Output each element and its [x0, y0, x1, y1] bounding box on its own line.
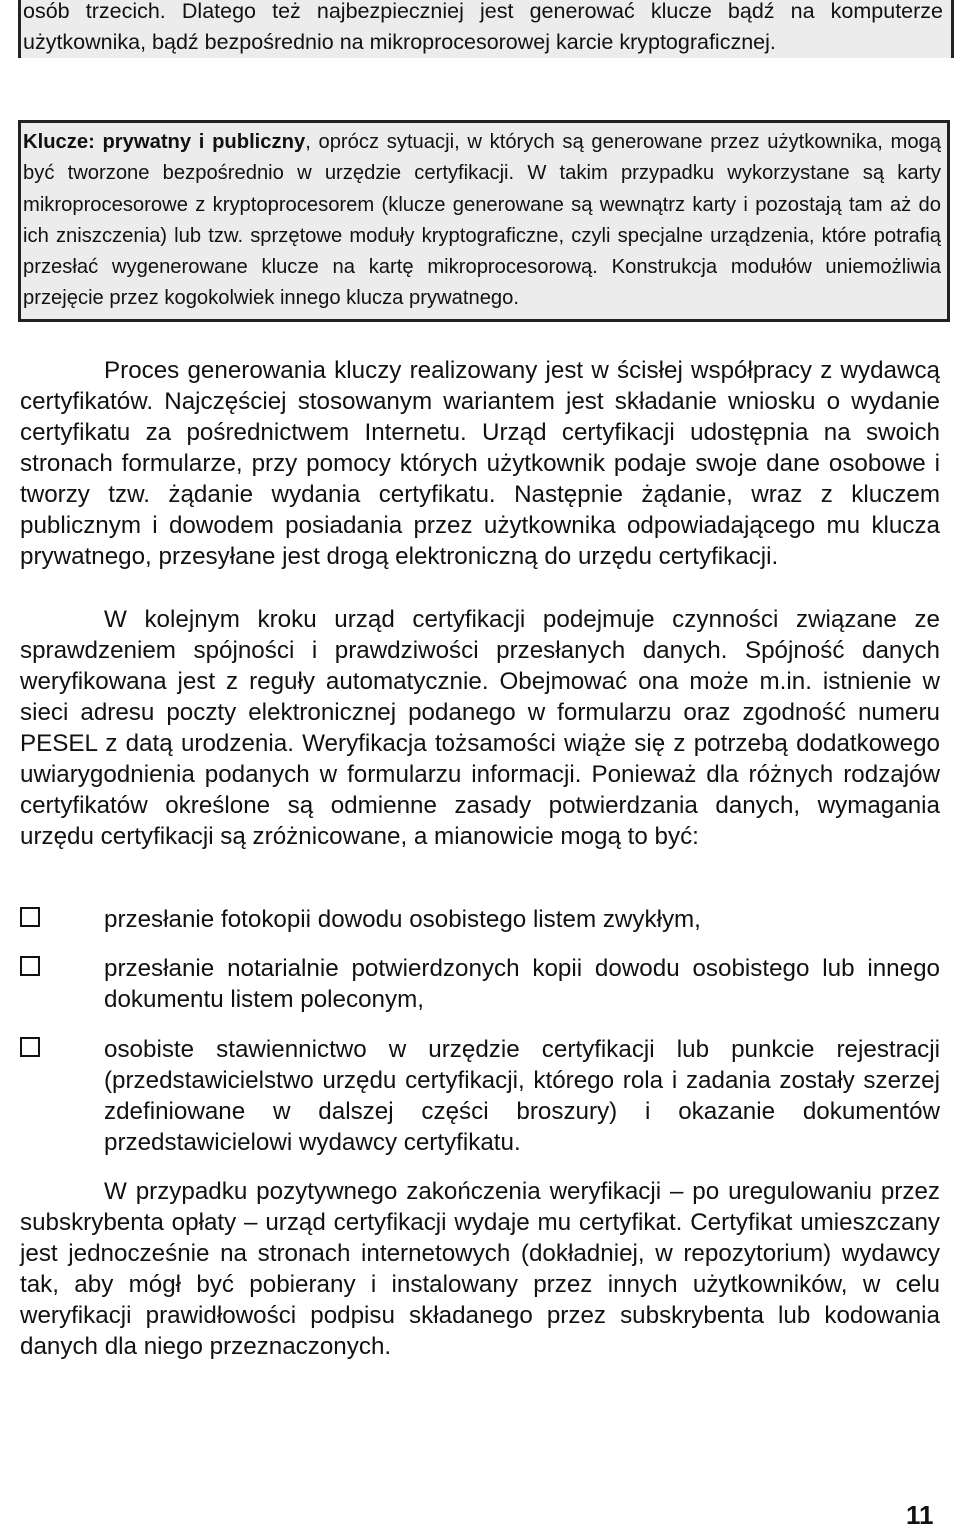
list-item-text: przesłanie fotokopii dowodu osobistego listem zwykłym,: [104, 906, 701, 933]
checkbox-bullet-icon: [20, 1037, 40, 1057]
boxed-info-paragraph: [18, 120, 950, 322]
list-item-text: przesłanie notarialnie potwierdzonych kopii dowodu osobistego lub innego dokumentu listem poleconym,: [104, 955, 940, 1013]
paragraph-certificate-issue: W przypadku pozytywnego zakończenia weryfikacji – po uregulowaniu przez subskrybenta opłaty – urząd certyfikacji wydaje mu certyfikat. Certyfikat umieszczany jest jednocześnie na stronach internetowych (dokładniej, w repozytorium) wydawcy tak, aby mógł być pobierany i instalowany przez innych użytkowników, w celu weryfikacji prawidłowości podpisu składanego przez subskrybenta lub kodowania danych dla niego przeznaczonych.: [20, 1178, 940, 1360]
boxed-paragraph-text: , oprócz sytuacji, w których są generowane przez użytkownika, mogą być tworzone bezpośrednio w urzędzie certyfikacji. W takim przypadku wykorzystane są karty mikroprocesorowe z kryptoprocesorem (klucze generowane są wewnątrz karty i pozostają tam aż do ich zniszczenia) lub tzw. sprzętowe moduły kryptograficzne, czyli specjalne urządzenia, które potrafią przesłać wygenerowane klucze na kartę mikroprocesorową. Konstrukcja modułów uniemożliwia przejęcie przez kogokolwiek innego klucza prywatnego.: [23, 131, 941, 310]
list-item: [20, 953, 940, 1015]
list-item: [20, 1034, 940, 1158]
boxed-paragraph-lead: Klucze: prywatny i publiczny: [23, 131, 306, 153]
list-item: [20, 904, 940, 935]
boxed-text-continuation: [18, 0, 954, 58]
list-item-text: osobiste stawiennictwo w urzędzie certyfikacji lub punkcie rejestracji (przedstawicielstwo urzędu certyfikacji, którego rola i zadania zostały szerzej zdefiniowane w dalszej części broszury) i okazanie dokumentów przedstawicielowi wydawcy certyfikatu.: [104, 1036, 940, 1156]
checkbox-bullet-icon: [20, 956, 40, 976]
boxed-continuation-text: osób trzecich. Dlatego też najbezpieczniej jest generować klucze bądź na komputerze użytkownika, bądź bezpośrednio na mikroprocesorowej karcie kryptograficznej.: [23, 0, 943, 54]
paragraph-process: Proces generowania kluczy realizowany jest w ścisłej współpracy z wydawcą certyfikatów. Najczęściej stosowanym wariantem jest składanie wniosku o wydanie certyfikatu za pośrednictwem Internetu. Urząd certyfikacji udostępnia na swoich stronach formularze, przy pomocy których użytkownik podaje swoje dane osobowe i tworzy tzw. żądanie wydania certyfikatu. Następnie żądanie, wraz z kluczem publicznym i dowodem posiadania przez użytkownika odpowiadającego mu klucza prywatnego, przesyłane jest drogą elektroniczną do urzędu certyfikacji.: [20, 357, 940, 570]
checkbox-bullet-icon: [20, 907, 40, 927]
page-number: 11: [906, 1500, 934, 1530]
paragraph-verification: W kolejnym kroku urząd certyfikacji podejmuje czynności związane ze sprawdzeniem spójności i prawdziwości przesłanych danych. Spójność danych weryfikowana jest z reguły automatycznie. Obejmować ona może m.in. istnienie w sieci adresu poczty elektronicznej podanego w formularzu oraz zgodność numeru PESEL z datą urodzenia. Weryfikacja tożsamości wiąże się z potrzebą dodatkowego uwiarygodnienia podanych w formularzu informacji. Ponieważ dla różnych rodzajów certyfikatów określone są odmienne zasady potwierdzania danych, wymagania urzędu certyfikacji są zróżnicowane, a mianowicie mogą to być:: [20, 606, 940, 850]
